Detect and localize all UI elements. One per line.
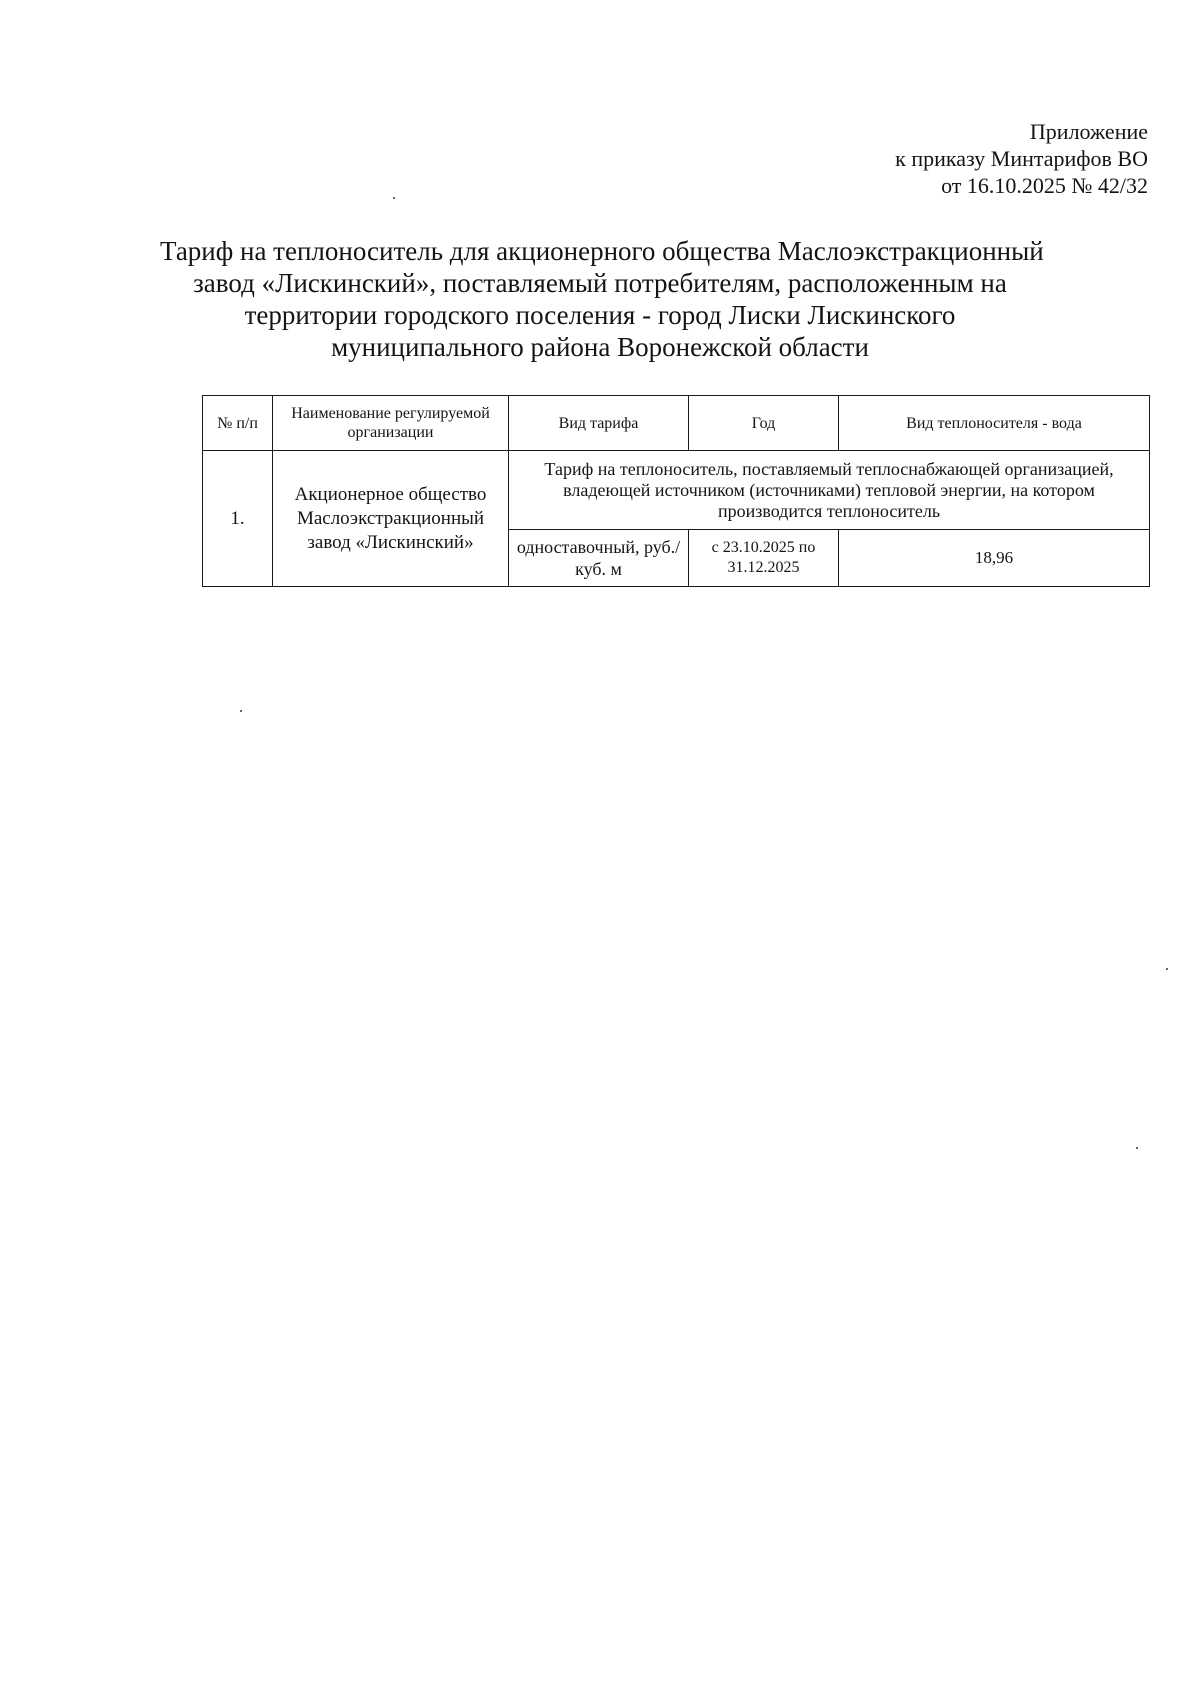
- row-organization: Акционерное общество Маслоэкстракционный завод «Лискинский»: [273, 451, 509, 587]
- title-line-1: Тариф на теплоноситель для акционерного общества Маслоэкстракционный: [160, 236, 1044, 266]
- appendix-label: Приложение: [1029, 119, 1148, 144]
- scan-speck: [240, 710, 242, 712]
- row-tariff-kind: одноставочный, руб./куб. м: [509, 530, 689, 587]
- scan-speck: [1166, 968, 1168, 970]
- tariff-table: [202, 395, 1150, 587]
- row-period: с 23.10.2025 по 31.12.2025: [689, 530, 839, 587]
- table-header-row: [203, 396, 1150, 451]
- header-organization: Наименование регулируемой организации: [273, 396, 509, 451]
- document-title: [160, 235, 1044, 363]
- scan-speck: [1136, 1147, 1138, 1149]
- title-line-2: завод «Лискинский», поставляемый потребителям, расположенным на: [193, 268, 1007, 298]
- appendix-reference: [895, 118, 1148, 199]
- row-tariff-description: Тариф на теплоноситель, поставляемый теплоснабжающей организацией, владеющей источником (источниками) тепловой энергии, на котором производится теплоноситель: [509, 451, 1150, 530]
- table-row: [203, 451, 1150, 530]
- header-tariff-kind: Вид тарифа: [509, 396, 689, 451]
- row-tariff-value: 18,96: [839, 530, 1150, 587]
- header-coolant-type: Вид теплоносителя - вода: [839, 396, 1150, 451]
- header-year: Год: [689, 396, 839, 451]
- row-number: 1.: [203, 451, 273, 587]
- title-line-3: территории городского поселения - город Лиски Лискинского: [244, 300, 956, 330]
- appendix-order-ref: к приказу Минтарифов ВО: [895, 146, 1148, 171]
- header-number: № п/п: [203, 396, 273, 451]
- scan-speck: [393, 197, 395, 199]
- appendix-order-date: от 16.10.2025 № 42/32: [941, 173, 1148, 198]
- title-line-4: муниципального района Воронежской области: [331, 332, 869, 362]
